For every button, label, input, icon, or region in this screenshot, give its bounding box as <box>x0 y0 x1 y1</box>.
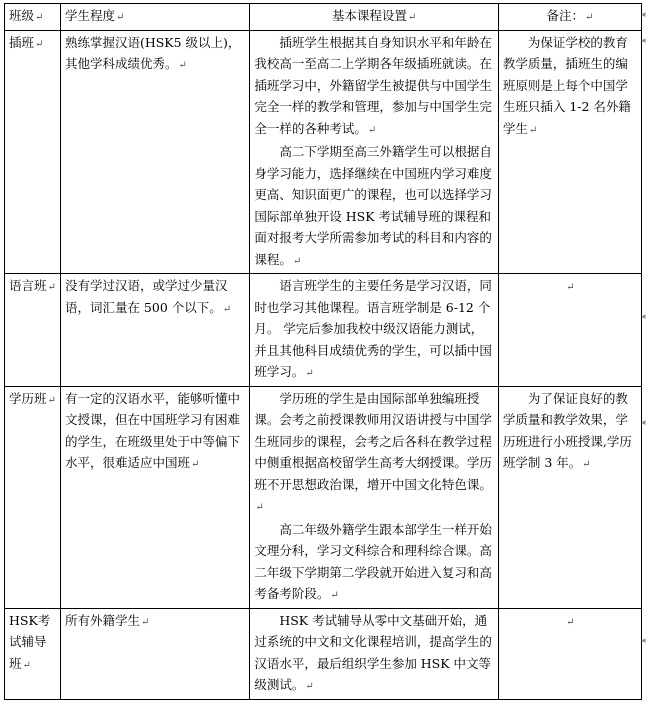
row-end-mark-icon: ◂ <box>641 636 646 646</box>
table-row <box>5 386 642 608</box>
note-cell <box>498 386 641 608</box>
paragraph-mark-icon: ↵ <box>584 12 594 23</box>
courses-cell <box>250 274 499 387</box>
paragraph-mark-icon: ↵ <box>305 681 314 692</box>
course-paragraph: HSK 考试辅导从零中文基础开始，通过系统的中文和文化课程培训，提高学生的汉语水平，最后组织学生参加 HSK 中文等级测试。↵ <box>254 612 492 692</box>
note-cell <box>498 274 641 387</box>
paragraph-mark-icon: ↵ <box>255 502 264 513</box>
paragraph-mark-icon: ↵ <box>190 459 200 470</box>
level-cell: 所有外籍学生↵ <box>60 608 249 699</box>
paragraph-mark-icon: ↵ <box>367 124 377 136</box>
note-cell <box>498 608 641 699</box>
paragraph-mark-icon: ↵ <box>47 282 56 293</box>
table-row <box>5 30 642 274</box>
level-cell: 有一定的汉语水平，能够听懂中文授课，但在中国班学习有困难的学生，在班级里处于中等偏下水平，很难适应中国班↵ <box>60 386 249 608</box>
class-name-cell: HSK考试辅导班↵ <box>5 608 61 699</box>
row-end-mark-icon: ◂ <box>641 10 646 20</box>
paragraph-mark-icon: ↵ <box>566 616 575 628</box>
note-paragraph: 为保证学校的教育教学质量，插班生的编班原则是上每个中国学生班只插入 1-2 名外籍学生↵ <box>502 34 631 136</box>
note-cell <box>498 30 641 274</box>
paragraph-mark-icon: ↵ <box>330 590 339 601</box>
level-cell: 没有学过汉语，或学过少量汉语，词汇量在 500 个以下。↵ <box>60 274 249 387</box>
course-paragraph: 高二年级外籍学生跟本部学生一样开始文理分科，学习文科综合和理科综合课。高二年级下学期第二学段就开始进入复习和高考备考阶段。↵ <box>254 521 492 601</box>
paragraph-mark-icon: ↵ <box>35 38 44 50</box>
course-paragraph: 语言班学生的主要任务是学习汉语，同时也学习其他课程。语言班学制是 6-12 个月。 学完后参加我校中级汉语能力测试，并且其他科目成绩优秀的学生，可以插中国班学习。↵ <box>254 278 492 379</box>
courses-cell <box>250 386 499 608</box>
note-paragraph: 为了保证良好的教学质量和教学效果，学历班进行小班授课,学历班学制 3 年。↵ <box>502 390 632 470</box>
paragraph-mark-icon: ↵ <box>292 255 302 267</box>
level-cell: 熟练掌握汉语(HSK5 级以上)，其他学科成绩优秀。↵ <box>60 30 249 274</box>
header-class: 班级↵ <box>5 4 61 31</box>
paragraph-mark-icon: ↵ <box>407 12 417 23</box>
paragraph-mark-icon: ↵ <box>178 60 187 71</box>
header-courses: 基本课程设置↵ <box>250 4 499 31</box>
course-paragraph: 学历班的学生是由国际部单独编班授课。会考之前授课教师用汉语讲授与中国学生班同步的课程，会考之后各科在教学过程中侧重根据高校留学生高考大纲授课。学历班不开思想政治课，增开中国文化特色课。↵ <box>254 390 492 513</box>
class-name-cell: 学历班↵ <box>5 386 61 608</box>
courses-cell <box>250 608 499 699</box>
course-table <box>4 3 642 700</box>
paragraph-mark-icon: ↵ <box>47 394 56 406</box>
row-end-mark-icon: ◂ <box>641 36 646 46</box>
paragraph-mark-icon: ↵ <box>22 659 31 671</box>
table-row <box>5 608 642 699</box>
header-note: 备注：↵ <box>498 4 641 31</box>
paragraph-mark-icon: ↵ <box>140 616 150 628</box>
class-name-cell: 语言班↵ <box>5 274 61 387</box>
table-row <box>5 274 642 387</box>
row-end-mark-icon: ◂ <box>641 418 646 428</box>
row-end-mark-icon: ◂ <box>641 312 646 322</box>
header-row <box>5 4 642 31</box>
paragraph-mark-icon: ↵ <box>35 12 44 23</box>
paragraph-mark-icon: ↵ <box>566 282 575 293</box>
paragraph-mark-icon: ↵ <box>305 368 314 379</box>
header-level: 学生程度↵ <box>60 4 249 31</box>
paragraph-mark-icon: ↵ <box>115 12 125 23</box>
paragraph-mark-icon: ↵ <box>528 124 538 136</box>
class-name-cell: 插班↵ <box>5 30 61 274</box>
course-paragraph: 高二下学期至高三外籍学生可以根据自身学习能力，选择继续在中国班内学习难度更高、知识面更广的课程，也可以选择学习国际部单独开设 HSK 考试辅导班的课程和面对报考大学所需参加考试的科目和内容的课程。↵ <box>254 144 492 267</box>
paragraph-mark-icon: ↵ <box>222 303 232 315</box>
paragraph-mark-icon: ↵ <box>582 459 591 470</box>
course-paragraph: 插班学生根据其自身知识水平和年龄在我校高一至高二上学期各年级插班就读。在插班学习中，外籍留学生被提供与中国学生完全一样的教学和管理，参加与中国学生完全一样的各种考试。↵ <box>254 34 492 136</box>
courses-cell <box>250 30 499 274</box>
